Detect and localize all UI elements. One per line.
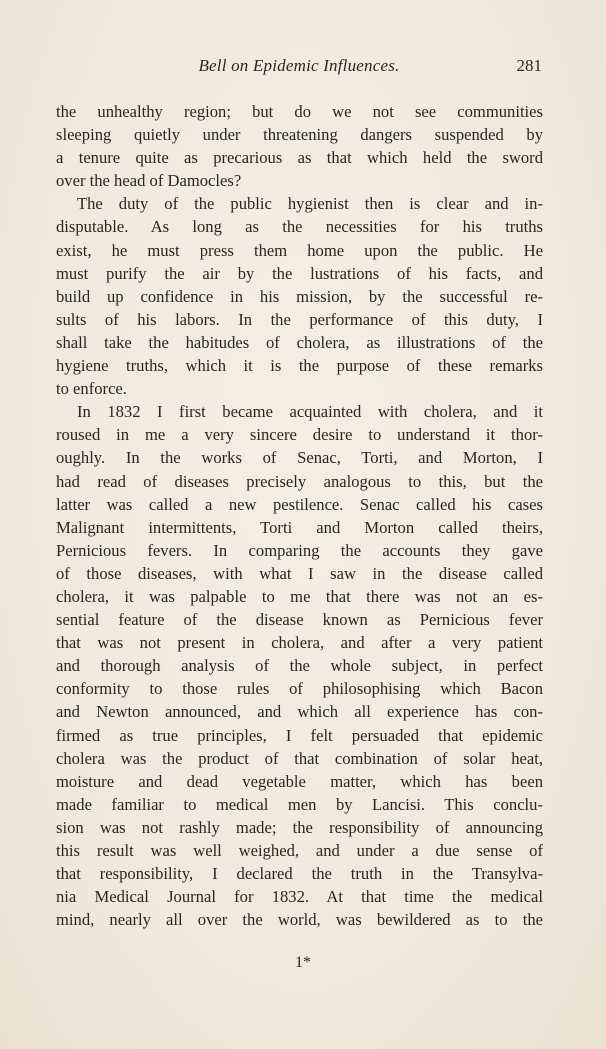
text-line: sults of his labors. In the performance of this duty, I — [56, 309, 543, 329]
body-text — [56, 100, 543, 931]
text-line: sential feature of the disease known as Pernicious fever — [56, 610, 543, 630]
text-line: of those diseases, with what I saw in the disease called — [56, 563, 543, 583]
text-line: conformity to those rules of philosophising which Bacon — [56, 679, 543, 699]
text-line: a tenure quite as precarious as that which held the sword — [56, 148, 543, 168]
text-line: oughly. In the works of Senac, Torti, and Morton, I — [56, 448, 543, 468]
text-line: made familiar to medical men by Lancisi. This conclu- — [56, 794, 543, 814]
running-title: Bell on Epidemic Influences. — [198, 56, 400, 75]
text-line: latter was called a new pestilence. Senac called his cases — [56, 494, 543, 514]
text-line: mind, nearly all over the world, was bewildered as to the — [56, 910, 543, 930]
text-line: disputable. As long as the necessities for his truths — [56, 217, 543, 237]
text-line: shall take the habitudes of cholera, as illustrations of the — [56, 332, 543, 352]
text-line: moisture and dead vegetable matter, which has been — [56, 771, 543, 791]
signature-mark: 1* — [295, 954, 311, 971]
text-line: this result was well weighed, and under a due sense of — [56, 841, 543, 860]
text-line: the unhealthy region; but do we not see communities — [56, 102, 543, 121]
text-line: that responsibility, I declared the truth in the Transylva- — [56, 864, 543, 884]
text-line: had read of diseases precisely analogous to this, but the — [56, 471, 543, 491]
text-line: Malignant intermittents, Torti and Morton called theirs, — [56, 517, 543, 537]
text-line: exist, he must press them home upon the public. He — [56, 240, 543, 260]
running-head — [56, 56, 542, 80]
page-number: 281 — [516, 56, 542, 75]
text-line: cholera was the product of that combination of solar heat, — [56, 748, 543, 768]
text-line: over the head of Damocles? — [56, 171, 242, 191]
text-line: cholera, it was palpable to me that there was not an es- — [56, 586, 543, 606]
text-line: The duty of the public hygienist then is clear and in- — [77, 194, 543, 214]
text-line: Pernicious fevers. In comparing the accounts they gave — [56, 540, 543, 560]
text-line: nia Medical Journal for 1832. At that time the medical — [56, 887, 543, 907]
text-line: to enforce. — [56, 379, 127, 399]
text-line: In 1832 I first became acquainted with cholera, and it — [77, 402, 543, 422]
text-line: firmed as true principles, I felt persuaded that epidemic — [56, 725, 543, 745]
text-line: and Newton announced, and which all experience has con- — [56, 702, 543, 722]
text-line: and thorough analysis of the whole subject, in perfect — [56, 656, 543, 676]
text-line: sion was not rashly made; the responsibility of announcing — [56, 817, 543, 837]
text-line: roused in me a very sincere desire to understand it thor- — [56, 425, 543, 445]
text-line: that was not present in cholera, and after a very patient — [56, 633, 543, 653]
text-line: sleeping quietly under threatening dangers suspended by — [56, 125, 543, 145]
text-line: build up confidence in his mission, by the successful re- — [56, 286, 543, 306]
text-line: must purify the air by the lustrations of his facts, and — [56, 263, 543, 283]
text-line: hygiene truths, which it is the purpose of these remarks — [56, 356, 543, 376]
